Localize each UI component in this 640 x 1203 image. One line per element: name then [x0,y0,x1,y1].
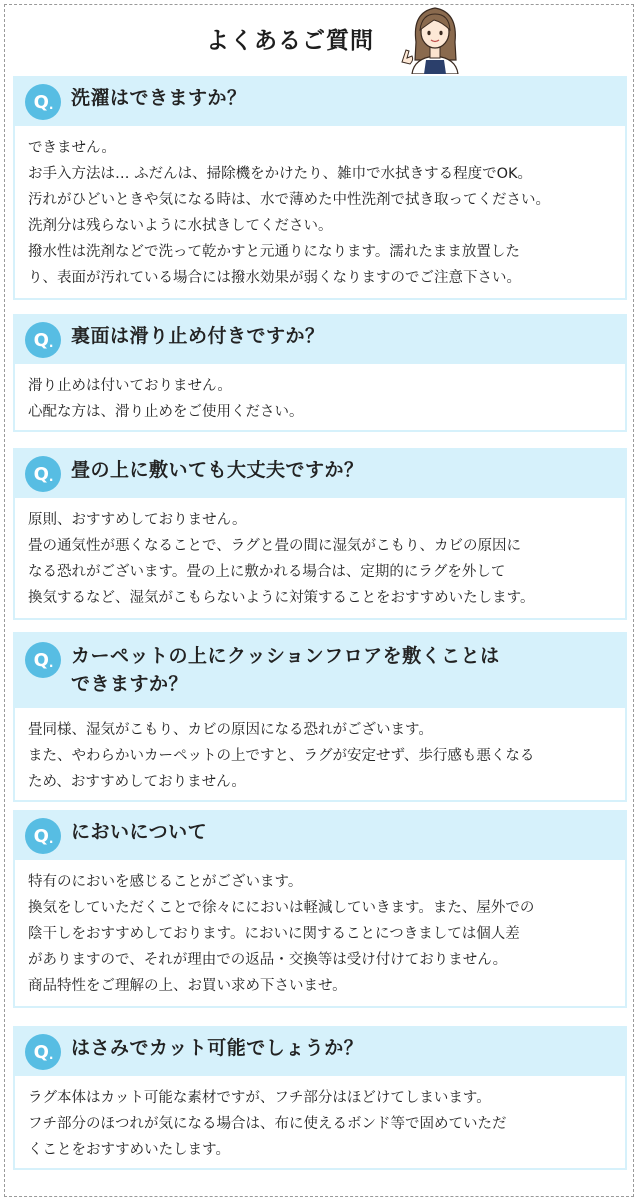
answer-line: 原則、おすすめしておりません。 [28,512,247,528]
question-text: 裏面は滑り止め付きですか？ [71,325,325,347]
answer-line: 畳の通気性が悪くなることで、ラグと畳の間に湿気がこもり、カビの原因に [28,538,521,554]
answer-line: 特有のにおいを感じることがございます。 [28,874,303,890]
answer-box [13,498,627,620]
answer-line: り、表面が汚れている場合には撥水効果が弱くなりますのでご注意下さい。 [28,270,521,286]
answer-box [13,860,627,1008]
answer-line: がありますので、それが理由での返品・交換等は受け付けておりません。 [28,952,508,968]
answer-box [13,126,627,300]
answer-box [13,708,627,802]
answer-line: ラグ本体はカット可能な素材ですが、フチ部分はほどけてしまいます。 [28,1090,491,1106]
question-text: はさみでカット可能でしょうか？ [71,1037,364,1059]
answer-line: 換気をしていただくことで徐々ににおいは軽減していきます。また、屋外での [28,900,535,916]
faq-item [13,810,627,1008]
question-text: 畳の上に敷いても大丈夫ですか？ [71,459,364,481]
answer-line: なる恐れがございます。畳の上に敷かれる場合は、定期的にラグを外して [28,564,506,580]
answer-line: 洗剤分は残らないように水拭きしてください。 [28,218,333,234]
question-text: 洗濯はできますか？ [71,87,247,109]
q-badge-icon: Q . [25,456,61,492]
answer-line: 汚れがひどいときや気になる時は、水で薄めた中性洗剤で拭き取ってください。 [28,192,550,208]
question-text: カーペットの上にクッションフロアを敷くことは できますか？ [71,645,500,695]
faq-item [13,1026,627,1170]
answer-box [13,364,627,432]
question-bar [13,314,627,364]
faq-item [13,632,627,802]
q-badge-icon: Q . [25,1034,61,1070]
question-text: においについて [71,821,208,843]
answer-line: 畳同様、湿気がこもり、カビの原因になる恐れがございます。 [28,722,433,738]
q-badge-icon: Q . [25,322,61,358]
q-badge-icon: Q . [25,642,61,678]
question-bar [13,810,627,860]
answer-line: できません。 [28,140,116,156]
faq-item [13,448,627,620]
staff-avatar-illustration [398,2,472,74]
faq-item [13,76,627,300]
page-title: よくあるご質問 [206,28,374,54]
faq-header [0,0,640,74]
question-bar [13,448,627,498]
answer-line: 撥水性は洗剤などで洗って乾かすと元通りになります。濡れたまま放置した [28,244,520,260]
answer-line: 陰干しをおすすめしております。においに関することにつきましては個人差 [28,926,520,942]
answer-line: 換気するなど、湿気がこもらないように対策することをおすすめいたします。 [28,590,535,606]
answer-line: ため、おすすめしておりません。 [28,774,246,790]
answer-line: お手入方法は… ふだんは、掃除機をかけたり、雑巾で水拭きする程度でOK。 [28,166,533,182]
question-bar [13,1026,627,1076]
answer-line: また、やわらかいカーペットの上ですと、ラグが安定せず、歩行感も悪くなる [28,748,535,764]
q-badge-icon: Q . [25,818,61,854]
question-bar [13,76,627,126]
answer-line: フチ部分のほつれが気になる場合は、布に使えるボンド等で固めていただ [28,1116,507,1132]
answer-line: 滑り止めは付いておりません。 [28,378,232,394]
answer-box [13,1076,627,1170]
question-bar [13,632,627,708]
answer-line: くことをおすすめいたします。 [28,1142,230,1158]
answer-line: 心配な方は、滑り止めをご使用ください。 [28,404,304,420]
answer-line: 商品特性をご理解の上、お買い求め下さいませ。 [28,978,347,994]
faq-item [13,314,627,432]
q-badge-icon: Q . [25,84,61,120]
